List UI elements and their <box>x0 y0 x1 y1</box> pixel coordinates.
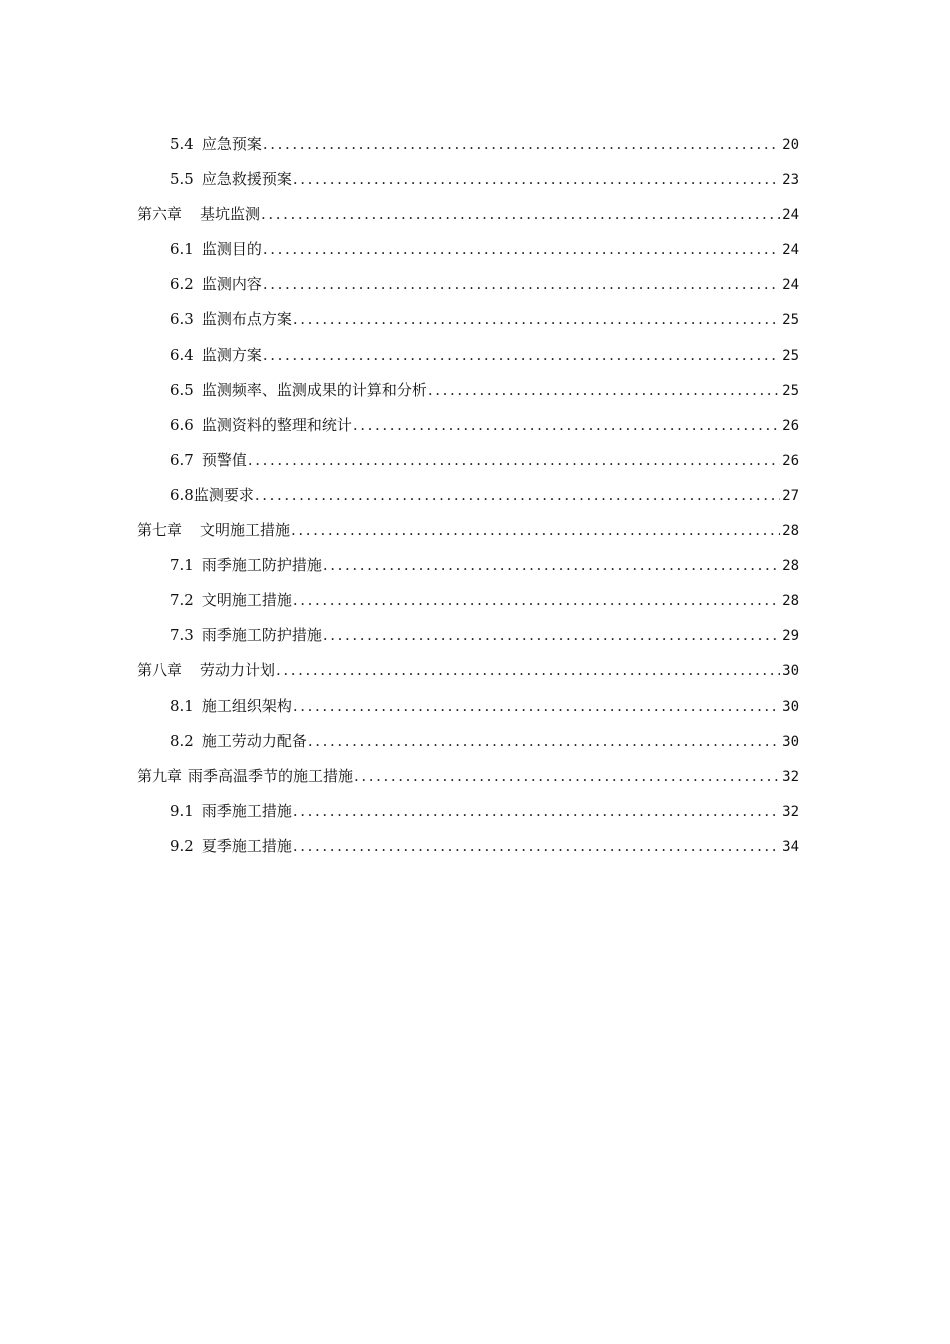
toc-entry-title: 监测方案 <box>201 345 262 364</box>
toc-entry-title: 雨季施工措施 <box>201 801 292 820</box>
dot-leader <box>263 267 780 302</box>
toc-entry-title: 监测要求 <box>193 485 254 504</box>
toc-entry-number: 6.7 <box>170 450 194 469</box>
toc-entry[interactable] <box>0 267 950 302</box>
dot-leader <box>276 653 780 688</box>
toc-entry-page: 28 <box>782 593 799 610</box>
toc-entry-page: 27 <box>782 487 799 504</box>
toc-chapter-entry[interactable] <box>0 513 950 548</box>
toc-chapter-title: 劳动力计划 <box>200 661 276 680</box>
dot-leader <box>263 232 780 267</box>
toc-entry[interactable] <box>0 548 950 583</box>
toc-chapter-number: 第六章 <box>137 205 183 224</box>
toc-entry[interactable] <box>0 162 950 197</box>
toc-entry-title: 监测内容 <box>201 275 262 294</box>
toc-entry-number: 6.5 <box>170 380 194 399</box>
dot-leader <box>255 478 780 513</box>
toc-entry-title: 文明施工措施 <box>201 591 292 610</box>
toc-entry-page: 30 <box>782 733 799 750</box>
toc-entry-title: 监测资料的整理和统计 <box>201 415 352 434</box>
toc-entry-title: 应急预案 <box>201 135 262 153</box>
toc-chapter-entry[interactable] <box>0 653 950 688</box>
toc-entry-page: 30 <box>782 663 799 680</box>
toc-entry[interactable] <box>0 127 950 162</box>
toc-chapter-entry[interactable] <box>0 197 950 232</box>
toc-entry-page: 25 <box>782 312 799 329</box>
dot-leader <box>248 443 780 478</box>
toc-entry[interactable] <box>0 829 950 864</box>
toc-entry-number: 6.1 <box>170 240 194 259</box>
toc-entry-number: 7.3 <box>170 626 194 645</box>
dot-leader <box>291 513 780 548</box>
toc-chapter-title: 基坑监测 <box>200 205 261 224</box>
toc-entry[interactable] <box>0 232 950 267</box>
toc-entry-page: 32 <box>782 803 799 820</box>
dot-leader <box>293 583 780 618</box>
dot-leader <box>293 302 780 337</box>
dot-leader <box>354 759 780 794</box>
toc-entry-page: 23 <box>782 172 799 189</box>
toc-entry-page: 24 <box>782 242 799 259</box>
toc-entry-page: 28 <box>782 523 799 540</box>
toc-entry-number: 5.5 <box>170 170 194 189</box>
toc-entry-page: 28 <box>782 558 799 575</box>
toc-entry-page: 32 <box>782 768 799 785</box>
toc-chapter-number: 第九章 <box>137 766 183 785</box>
toc-entry-title: 应急救援预案 <box>201 170 292 189</box>
toc-entry-page: 26 <box>782 417 799 434</box>
dot-leader <box>293 689 780 724</box>
toc-chapter-number: 第八章 <box>137 661 183 680</box>
toc-entry-title: 施工组织架构 <box>201 696 292 715</box>
dot-leader <box>308 724 780 759</box>
toc-entry-page: 20 <box>782 137 799 153</box>
toc-entry-number: 5.4 <box>170 135 194 153</box>
toc-chapter-title: 雨季高温季节的施工措施 <box>188 766 354 785</box>
toc-entry-number: 9.1 <box>170 801 194 820</box>
toc-entry-title: 夏季施工措施 <box>201 836 292 855</box>
toc-entry-number: 6.2 <box>170 275 194 294</box>
toc-entry-number: 6.6 <box>170 415 194 434</box>
dot-leader <box>263 338 780 373</box>
toc-entry-title: 监测目的 <box>201 240 262 259</box>
toc-entry-page: 26 <box>782 452 799 469</box>
toc-entry[interactable] <box>0 724 950 759</box>
toc-entry[interactable] <box>0 443 950 478</box>
dot-leader <box>293 794 780 829</box>
toc-entry[interactable] <box>0 689 950 724</box>
dot-leader <box>293 829 780 864</box>
dot-leader <box>323 548 780 583</box>
toc-entry[interactable] <box>0 618 950 653</box>
toc-entry[interactable] <box>0 583 950 618</box>
toc-entry[interactable] <box>0 302 950 337</box>
toc-entry-page: 24 <box>782 207 799 224</box>
toc-entry-page: 25 <box>782 382 799 399</box>
dot-leader <box>428 373 780 408</box>
toc-entry-page: 30 <box>782 698 799 715</box>
toc-chapter-entry[interactable] <box>0 759 950 794</box>
toc-chapter-number: 第七章 <box>137 521 183 540</box>
dot-leader <box>261 197 780 232</box>
toc-entry-page: 24 <box>782 277 799 294</box>
toc-entry-number: 7.2 <box>170 591 194 610</box>
toc-entry-page: 25 <box>782 347 799 364</box>
toc-entry-page: 29 <box>782 628 799 645</box>
toc-entry[interactable] <box>0 478 950 513</box>
toc-entry-number: 9.2 <box>170 836 194 855</box>
toc-entry-number: 6.4 <box>170 345 194 364</box>
toc-entry[interactable] <box>0 373 950 408</box>
toc-entry-number: 7.1 <box>170 556 194 575</box>
toc-chapter-title: 文明施工措施 <box>200 521 291 540</box>
toc-entry-number: 6.8 <box>170 485 194 504</box>
toc-entry-title: 监测频率、监测成果的计算和分析 <box>201 380 427 399</box>
toc-entry-title: 雨季施工防护措施 <box>201 556 322 575</box>
toc-entry[interactable] <box>0 338 950 373</box>
toc-entry-number: 8.2 <box>170 731 194 750</box>
toc-entry[interactable] <box>0 408 950 443</box>
table-of-contents <box>0 127 950 864</box>
toc-entry-number: 8.1 <box>170 696 194 715</box>
toc-entry-title: 预警值 <box>201 450 247 469</box>
toc-entry[interactable] <box>0 794 950 829</box>
dot-leader <box>323 618 780 653</box>
toc-entry-title: 雨季施工防护措施 <box>201 626 322 645</box>
toc-entry-page: 34 <box>782 838 799 855</box>
toc-entry-title: 施工劳动力配备 <box>201 731 307 750</box>
dot-leader <box>353 408 780 443</box>
toc-entry-number: 6.3 <box>170 310 194 329</box>
dot-leader <box>263 127 780 162</box>
toc-entry-title: 监测布点方案 <box>201 310 292 329</box>
dot-leader <box>293 162 780 197</box>
